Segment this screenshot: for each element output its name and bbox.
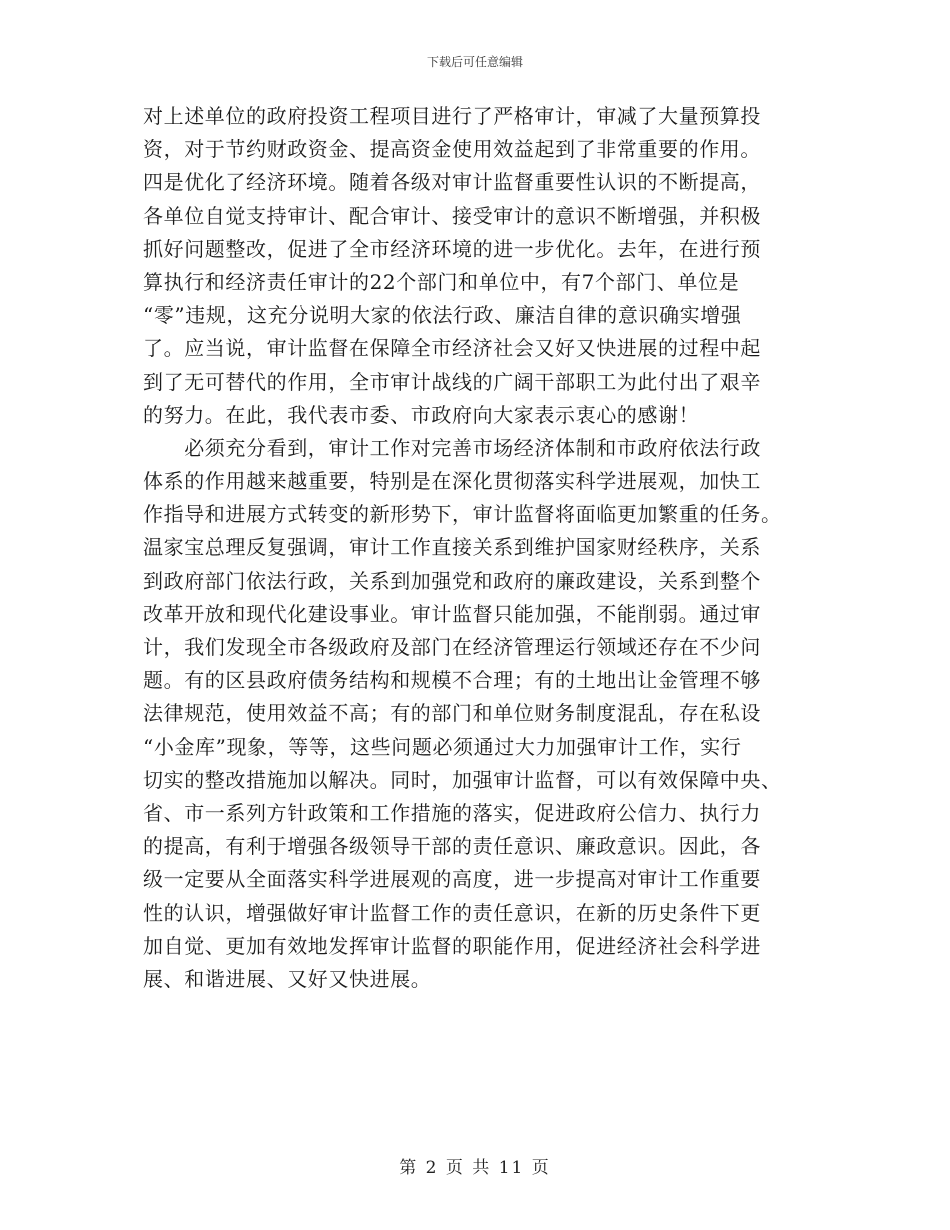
page-header: 下载后可任意编辑 xyxy=(426,55,523,69)
text-line: 改革开放和现代化建设事业。审计监督只能加强，不能削弱。通过审 xyxy=(143,601,761,626)
page-number: 第 2 页 共 11 页 xyxy=(399,1158,551,1178)
text-line: 展、和谐进展、又好又快进展。 xyxy=(143,966,432,991)
text-line: 体系的作用越来越重要，特别是在深化贯彻落实科学进展观，加快工 xyxy=(143,469,761,494)
text-line: 的提高，有利于增强各级领导干部的责任意识、廉政意识。因此，各 xyxy=(143,834,761,859)
text-line: 题。有的区县政府债务结构和规模不合理；有的土地出让金管理不够 xyxy=(143,668,761,693)
text-line: 性的认识，增强做好审计监督工作的责任意识，在新的历史条件下更 xyxy=(143,900,761,925)
text-line: 温家宝总理反复强调，审计工作直接关系到维护国家财经秩序，关系 xyxy=(143,535,761,560)
text-line: 作指导和进展方式转变的新形势下，审计监督将面临更加繁重的任务。 xyxy=(143,502,782,527)
text-line: 到政府部门依法行政，关系到加强党和政府的廉政建设，关系到整个 xyxy=(143,568,761,593)
text-line: “零”违规，这充分说明大家的依法行政、廉洁自律的意识确实增强 xyxy=(143,303,742,328)
text-line: “小金库”现象，等等，这些问题必须通过大力加强审计工作，实行 xyxy=(143,734,742,759)
text-line: 到了无可替代的作用，全市审计战线的广阔干部职工为此付出了艰辛 xyxy=(143,369,761,394)
text-line: 了。应当说，审计监督在保障全市经济社会又好又快进展的过程中起 xyxy=(143,336,761,361)
document-body xyxy=(143,100,823,996)
text-line: 抓好问题整改，促进了全市经济环境的进一步优化。去年，在进行预 xyxy=(143,236,761,261)
text-line: 切实的整改措施加以解决。同时，加强审计监督，可以有效保障中央、 xyxy=(143,767,782,792)
text-line: 加自觉、更加有效地发挥审计监督的职能作用，促进经济社会科学进 xyxy=(143,933,761,958)
text-line: 的努力。在此，我代表市委、市政府向大家表示衷心的感谢！ xyxy=(143,402,700,427)
text-line: 各单位自觉支持审计、配合审计、接受审计的意识不断增强，并积极 xyxy=(143,203,761,228)
text-line: 级一定要从全面落实科学进展观的高度，进一步提高对审计工作重要 xyxy=(143,867,761,892)
text-line: 资，对于节约财政资金、提高资金使用效益起到了非常重要的作用。 xyxy=(143,137,761,162)
text-line: 省、市一系列方针政策和工作措施的落实，促进政府公信力、执行力 xyxy=(143,800,761,825)
text-line: 四是优化了经济环境。随着各级对审计监督重要性认识的不断提高， xyxy=(143,170,761,195)
text-line: 算执行和经济责任审计的22个部门和单位中，有7个部门、单位是 xyxy=(143,269,740,294)
text-line: 必须充分看到，审计工作对完善市场经济体制和市政府依法行政 xyxy=(143,435,761,460)
text-line: 计，我们发现全市各级政府及部门在经济管理运行领域还存在不少问 xyxy=(143,635,761,659)
text-line: 法律规范，使用效益不高；有的部门和单位财务制度混乱，存在私设 xyxy=(143,701,761,726)
text-line: 对上述单位的政府投资工程项目进行了严格审计，审减了大量预算投 xyxy=(143,104,761,128)
